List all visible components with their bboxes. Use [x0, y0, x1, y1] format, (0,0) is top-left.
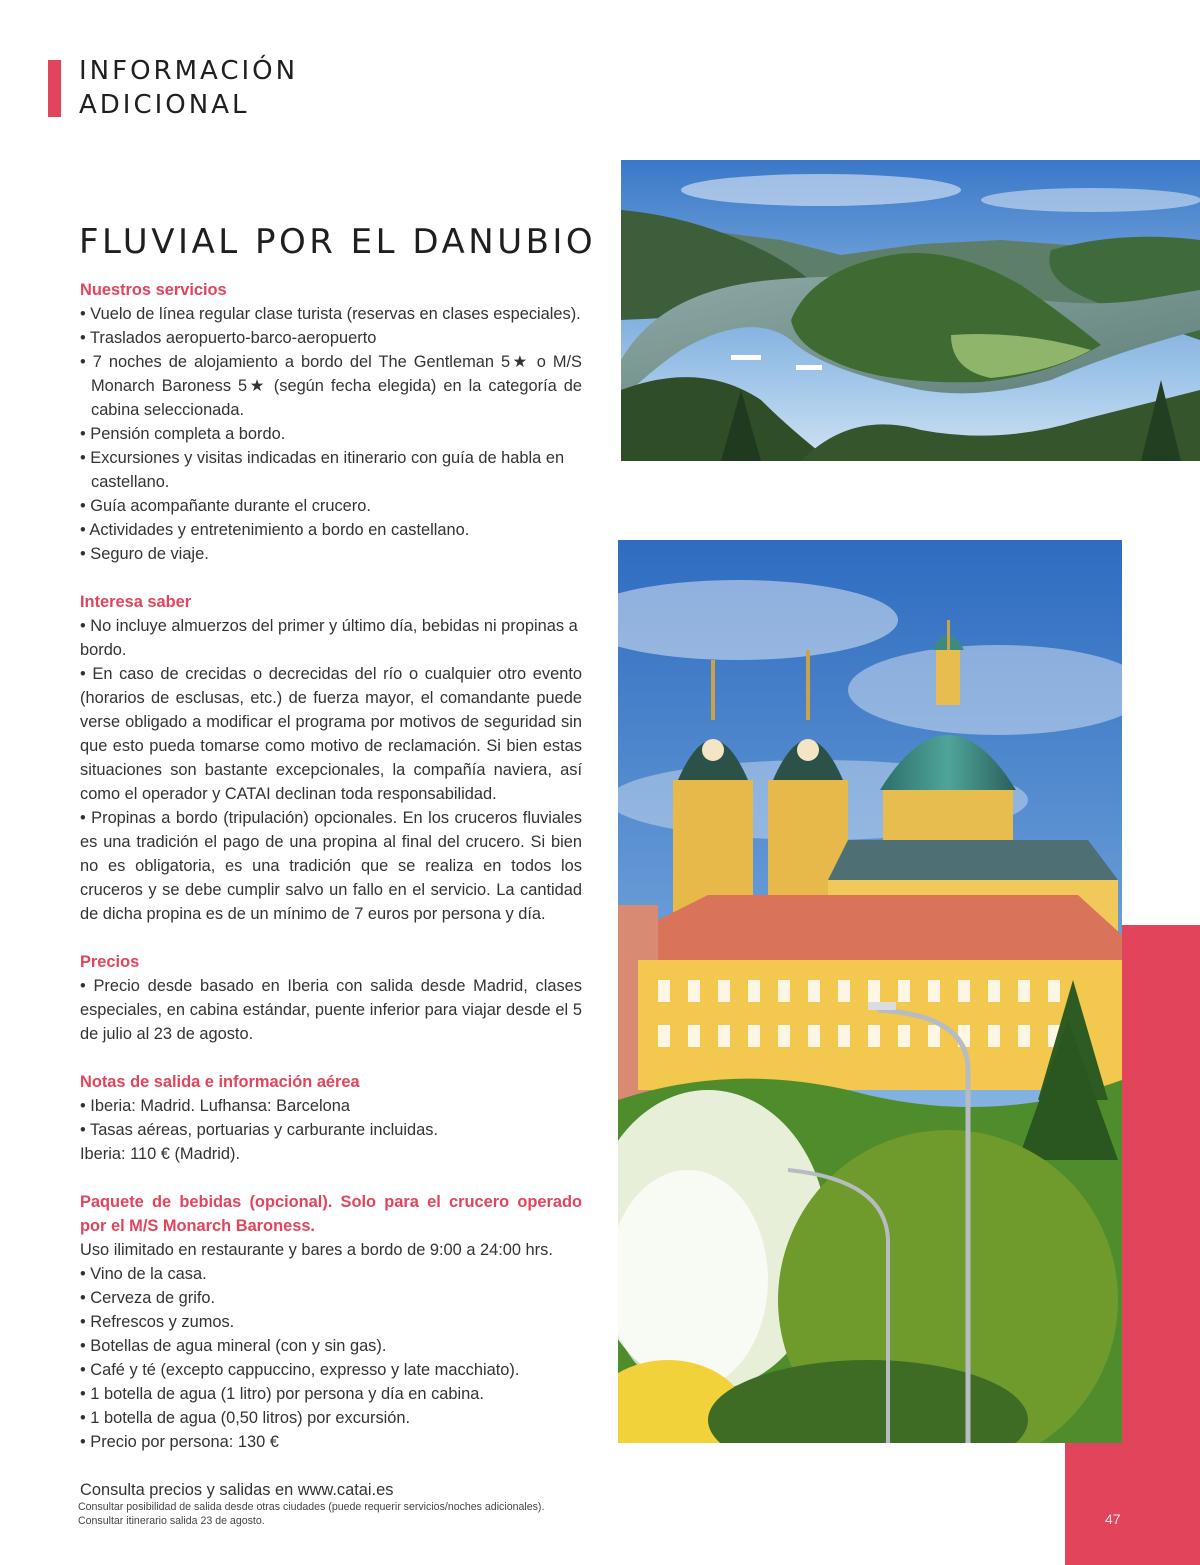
list-item: • Traslados aeropuerto-barco-aeropuerto [80, 329, 377, 347]
notas-extra: Iberia: 110 € (Madrid). [80, 1145, 241, 1163]
list-item: • Tasas aéreas, portuarias y carburante incluidas. [80, 1121, 439, 1139]
header-accent-bar [48, 60, 61, 117]
list-item: • 7 noches de alojamiento a bordo del The Gentleman 5★ o M/S Monarch Baroness 5★ (según fecha elegida) en la categoría de cabina seleccionada. [80, 353, 582, 419]
page-number: 47 [1105, 1511, 1121, 1527]
section-header-line2: ADICIONAL [79, 90, 250, 120]
list-item: • Pensión completa a bordo. [80, 425, 286, 443]
list-item: • Precio por persona: 130 € [80, 1433, 279, 1451]
section-interesa-saber [80, 590, 582, 926]
list-item: • Precio desde basado en Iberia con salida desde Madrid, clases especiales, en cabina estándar, puente inferior para viajar desde el 5 de julio al 23 de agosto. [80, 977, 582, 1043]
section-title: Paquete de bebidas (opcional). Solo para el crucero operado por el M/S Monarch Baroness. [80, 1193, 582, 1235]
list-item: • Propinas a bordo (tripulación) opcionales. En los cruceros fluviales es una tradición el pago de una propina al final del crucero. Si bien no es obligatoria, es una tradición que se realiza en todos los cruceros y se debe cumplir salvo un fallo en el servicio. La cantidad de dicha propina es de un mínimo de 7 euros por persona y día. [80, 809, 582, 923]
list-item: • Café y té (excepto cappuccino, expresso y late macchiato). [80, 1361, 520, 1379]
web-note: Consulta precios y salidas en www.catai.es [80, 1481, 394, 1499]
list-item: • Seguro de viaje. [80, 545, 209, 563]
list-item: • 1 botella de agua (1 litro) por persona y día en cabina. [80, 1385, 484, 1403]
section-precios [80, 950, 582, 1046]
section-title: Interesa saber [80, 593, 192, 611]
section-header [79, 54, 298, 122]
list-item: • Guía acompañante durante el crucero. [80, 497, 371, 515]
footnotes [78, 1500, 544, 1528]
list-item: • Vino de la casa. [80, 1265, 207, 1283]
list-item: • Refrescos y zumos. [80, 1313, 235, 1331]
page-title: FLUVIAL POR EL DANUBIO [79, 222, 597, 262]
list-item: • No incluye almuerzos del primer y último día, bebidas ni propinas a bordo. [80, 617, 578, 659]
list-item: • 1 botella de agua (0,50 litros) por excursión. [80, 1409, 411, 1427]
list-item: • Excursiones y visitas indicadas en itinerario con guía de habla en castellano. [80, 449, 565, 491]
paquete-intro: Uso ilimitado en restaurante y bares a bordo de 9:00 a 24:00 hrs. [80, 1241, 553, 1259]
list-item: • Vuelo de línea regular clase turista (reservas en clases especiales). [80, 305, 581, 323]
section-notas-salida [80, 1070, 582, 1166]
list-item: • Cerveza de grifo. [80, 1289, 216, 1307]
section-title: Notas de salida e información aérea [80, 1073, 360, 1091]
content-column [80, 278, 582, 1502]
section-header-line1: INFORMACIÓN [79, 56, 299, 86]
list-item: • En caso de crecidas o decrecidas del río o cualquier otro evento (horarios de esclusas, etc.) de fuerza mayor, el comandante puede verse obligado a modificar el programa por motivos de seguridad sin que esto pueda tomarse como motivo de reclamación. Si bien estas situaciones son bastante excepcionales, la compañía naviera, así como el operador y CATAI declinan toda responsabilidad. [80, 665, 582, 803]
photo-melk-abbey [618, 540, 1122, 1443]
list-item: • Botellas de agua mineral (con y sin gas). [80, 1337, 387, 1355]
list-item: • Iberia: Madrid. Lufhansa: Barcelona [80, 1097, 350, 1115]
footnote-line: Consultar itinerario salida 23 de agosto. [78, 1515, 265, 1527]
section-title: Nuestros servicios [80, 281, 227, 299]
list-item: • Actividades y entretenimiento a bordo en castellano. [80, 521, 470, 539]
photo-danube-bend [621, 160, 1200, 461]
section-paquete-bebidas [80, 1190, 582, 1454]
footnote-line: Consultar posibilidad de salida desde otras ciudades (puede requerir servicios/noches adicionales). [78, 1501, 545, 1513]
section-title: Precios [80, 953, 140, 971]
section-servicios [80, 278, 582, 566]
